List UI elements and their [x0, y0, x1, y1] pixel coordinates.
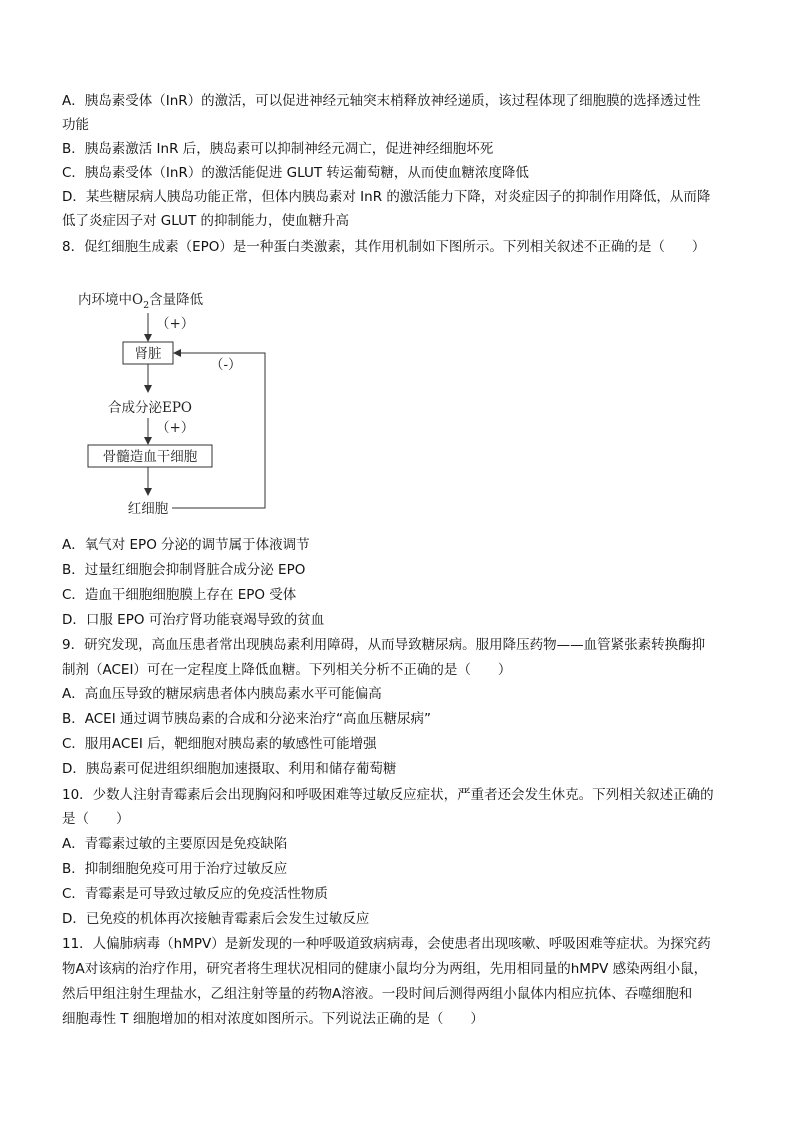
q9-stem-line2: 制剂（ACEI）可在一定程度上降低血糖。下列相关分析不正确的是（ ） — [62, 662, 512, 678]
q11-stem-line1: 11．人偏肺病毒（hMPV）是新发现的一种呼吸道致病病毒，会使患者出现咳嗽、呼吸困难等症状。为探究药 — [62, 936, 711, 952]
q9-stem-line1: 9．研究发现，高血压患者常出现胰岛素利用障碍，从而导致糖尿病。服用降压药物——血管紧张素转换酶抑 — [62, 637, 706, 653]
epo-mechanism-diagram — [60, 285, 290, 525]
q8-option-a: A．氧气对 EPO 分泌的调节属于体液调节 — [62, 537, 310, 553]
q9-option-d: D．胰岛素可促进组织细胞加速摄取、利用和储存葡萄糖 — [62, 761, 397, 777]
q10-option-b: B．抑制细胞免疫可用于治疗过敏反应 — [62, 861, 288, 877]
q7-option-b: B．胰岛素激活 InR 后，胰岛素可以抑制神经元凋亡，促进神经细胞坏死 — [62, 141, 494, 157]
q7-option-a-line1: A．胰岛素受体（InR）的激活，可以促进神经元轴突末梢释放神经递质，该过程体现了细胞膜的选择透过性 — [62, 93, 701, 109]
diagram-plus-label-2: （+） — [156, 420, 195, 436]
q10-option-d: D．已免疫的机体再次接触青霉素后会发生过敏反应 — [62, 911, 370, 927]
diagram-epo-label: 合成分泌EPO — [107, 400, 193, 416]
q8-option-d: D．口服 EPO 可治疗肾功能衰竭导致的贫血 — [62, 612, 325, 628]
q10-stem-line1: 10．少数人注射青霉素后会出现胸闷和呼吸困难等过敏反应症状，严重者还会发生休克。下列相关叙述正确的 — [62, 787, 714, 803]
q7-option-c: C．胰岛素受体（InR）的激活能促进 GLUT 转运葡萄糖，从而使血糖浓度降低 — [62, 165, 529, 181]
q11-stem-line4: 细胞毒性 T 细胞增加的相对浓度如图所示。下列说法正确的是（ ） — [62, 1011, 484, 1027]
q7-option-a-line2: 功能 — [62, 117, 89, 133]
diagram-minus-label: （-） — [210, 357, 242, 373]
q9-option-a: A．高血压导致的糖尿病患者体内胰岛素水平可能偏高 — [62, 686, 382, 702]
q9-option-b: B．ACEI 通过调节胰岛素的合成和分泌来治疗“高血压糖尿病” — [62, 711, 431, 727]
q7-option-d-line2: 低了炎症因子对 GLUT 的抑制能力，使血糖升高 — [62, 213, 350, 229]
diagram-rbc-label: 红细胞 — [127, 501, 169, 517]
q11-stem-line2: 物A对该病的治疗作用，研究者将生理状况相同的健康小鼠均分为两组，先用相同量的hMPV 感染两组小鼠， — [62, 961, 708, 977]
q8-option-c: C．造血干细胞细胞膜上存在 EPO 受体 — [62, 587, 297, 603]
q7-option-d-line1: D．某些糖尿病人胰岛功能正常，但体内胰岛素对 InR 的激活能力下降，对炎症因子的抑制作用降低，从而降 — [62, 189, 711, 205]
diagram-oxygen-low-label: 内环境中$O_2$含量降低 — [78, 292, 204, 311]
q10-stem-line2: 是（ ） — [62, 811, 130, 827]
q11-stem-line3: 然后甲组注射生理盐水，乙组注射等量的药物A溶液。一段时间后测得两组小鼠体内相应抗体、吞噬细胞和 — [62, 986, 693, 1002]
q9-option-c: C．服用ACEI 后，靶细胞对胰岛素的敏感性可能增强 — [62, 736, 377, 752]
q8-option-b: B．过量红细胞会抑制肾脏合成分泌 EPO — [62, 562, 306, 578]
q10-option-c: C．青霉素是可导致过敏反应的免疫活性物质 — [62, 886, 328, 902]
q10-option-a: A．青霉素过敏的主要原因是免疫缺陷 — [62, 836, 288, 852]
diagram-plus-label-1: （+） — [156, 316, 195, 332]
q8-stem: 8．促红细胞生成素（EPO）是一种蛋白类激素，其作用机制如下图所示。下列相关叙述不正确的是（ ） — [62, 239, 706, 255]
diagram-kidney-label: 肾脏 — [134, 346, 162, 362]
diagram-stem-cell-label: 骨髓造血干细胞 — [102, 449, 198, 465]
